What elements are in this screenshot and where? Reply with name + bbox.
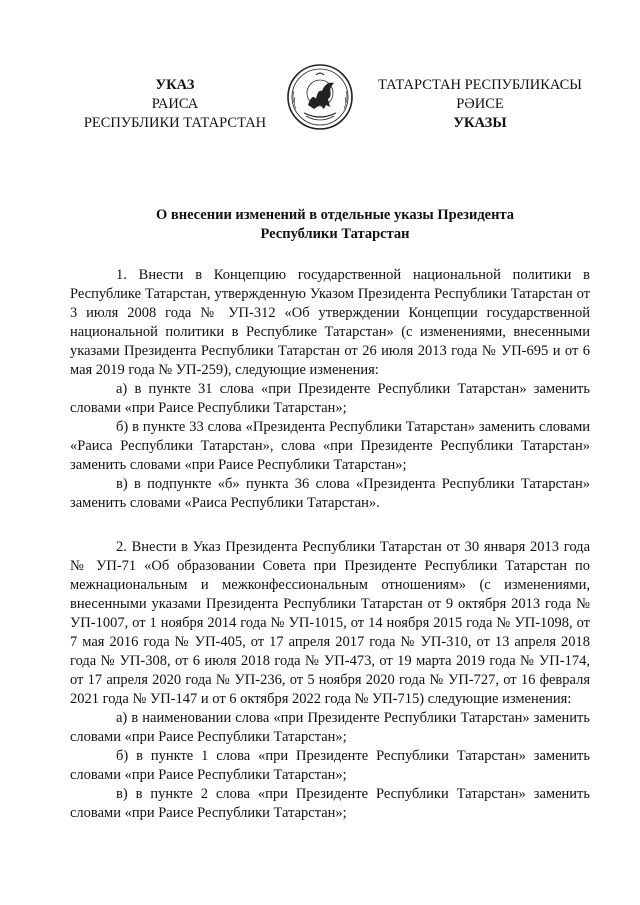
section-1-item-v: в) в подпункте «б» пункта 36 слова «Президента Республики Татарстан» заменить словами «Раиса Республики Татарстан». [70, 476, 590, 511]
section-2-item-v: в) в пункте 2 слова «при Президенте Республики Татарстан» заменить словами «при Раисе Республики Татарстан»; [70, 786, 590, 821]
section-2-intro: 2. Внести в Указ Президента Республики Татарстан от 30 января 2013 года № УП-71 «Об образовании Совета при Президенте Республики Татарстан по межнациональным и межконфессиональным отношениям» (с изменениями, внесенными указами Президента Республики Татарстан от 9 октября 2013 года № УП-1007, от 1 ноября 2014 года № УП-1015, от 14 ноября 2015 года № УП-1098, от 7 мая 2016 года № УП-405, от 17 апреля 2017 года № УП-310, от 13 апреля 2018 года № УП-308, от 6 июля 2018 года № УП-473, от 19 марта 2019 года № УП-174, от 17 апреля 2020 года № УП-236, от 5 ноября 2020 года № УП-727, от 16 февраля 2021 года № УП-147 и от 6 октября 2022 года № УП-715) следующие изменения: [70, 539, 590, 707]
header-left-line1: УКАЗ [155, 77, 195, 93]
header-right-line3: УКАЗЫ [453, 115, 507, 131]
coat-of-arms-tatarstan-icon [286, 63, 354, 131]
section-1 [70, 266, 590, 513]
document-title [70, 206, 600, 244]
title-line1: О внесении изменений в отдельные указы Президента [155, 207, 514, 223]
decree-header [0, 76, 640, 136]
header-left-line2: РАИСА [151, 96, 199, 112]
header-right-line1: ТАТАРСТАН РЕСПУБЛИКАСЫ [378, 77, 582, 93]
section-2-item-b: б) в пункте 1 слова «при Президенте Республики Татарстан» заменить словами «при Раисе Республики Татарстан»; [70, 748, 590, 783]
section-1-intro: 1. Внести в Концепцию государственной национальной политики в Республике Татарстан, утвержденную Указом Президента Республики Татарстан от 3 июля 2008 года № УП-312 «Об утверждении Концепции государственной национальной политики в Республике Татарстан» (с изменениями, внесенными указами Президента Республики Татарстан от 26 июля 2013 года № УП-695 и от 6 мая 2019 года № УП-259), следующие изменения: [70, 267, 590, 378]
header-right-block [360, 76, 600, 133]
section-1-item-b: б) в пункте 33 слова «Президента Республики Татарстан» заменить словами «Раиса Республики Татарстан», слова «при Президенте Республики Татарстан» заменить словами «при Раисе Республики Татарстан»; [70, 419, 590, 473]
section-2 [70, 538, 590, 823]
section-2-item-a: а) в наименовании слова «при Президенте Республики Татарстан» заменить словами «при Раисе Республики Татарстан»; [70, 710, 590, 745]
section-1-item-a: а) в пункте 31 слова «при Президенте Республики Татарстан» заменить словами «при Раисе Республики Татарстан»; [70, 381, 590, 416]
header-left-line3: РЕСПУБЛИКИ ТАТАРСТАН [83, 115, 267, 131]
header-right-line2: РӘИСЕ [456, 96, 504, 112]
title-line2: Республики Татарстан [260, 226, 410, 242]
header-left-block [70, 76, 280, 133]
